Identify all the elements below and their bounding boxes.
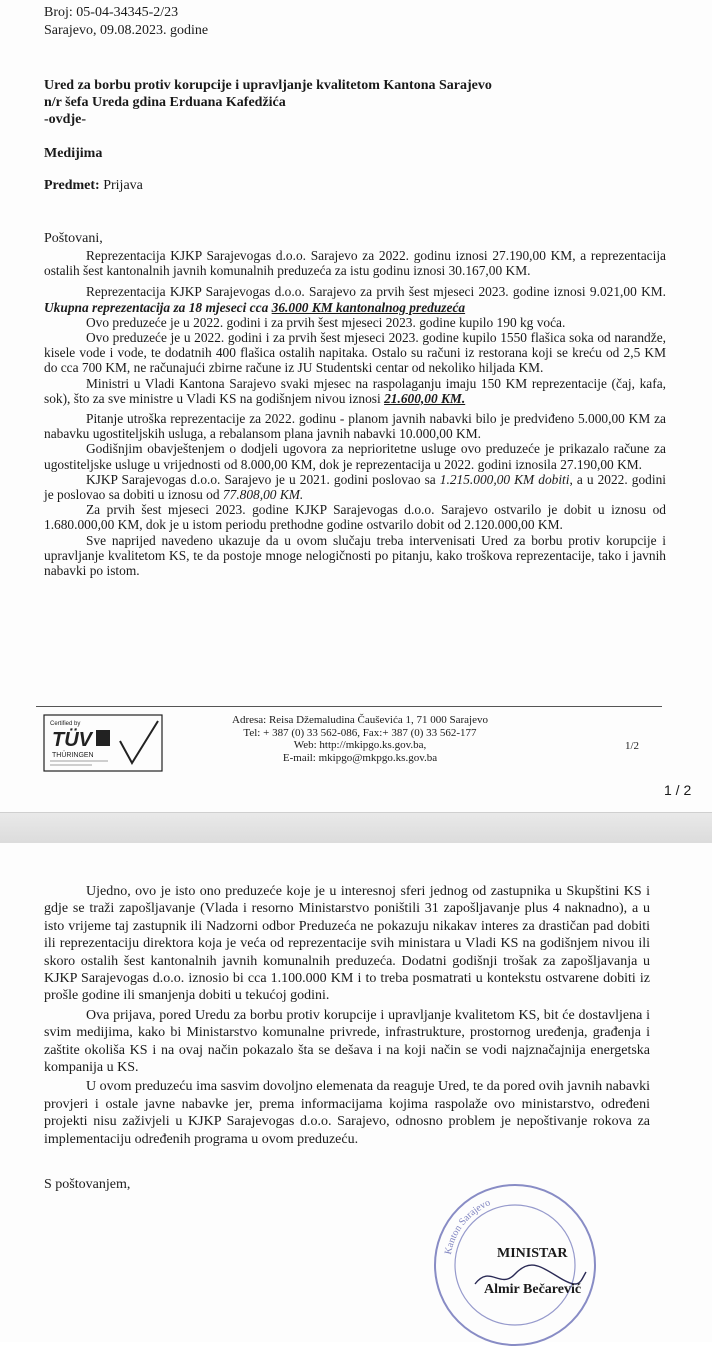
footer-phone: Tel: + 387 (0) 33 562-086, Fax:+ 387 (0) 33 562-177 <box>243 726 477 739</box>
paragraph-3: Ovo preduzeće je u 2022. godini i za prvih šest mjeseci 2023. godine kupilo 190 kg voća. <box>86 314 566 330</box>
footer-page-number: 1/2 <box>625 740 640 752</box>
page-2-body <box>44 883 650 1148</box>
svg-text:Kanton Sarajevo <box>443 1197 492 1255</box>
paragraph-8-amount-b: 77.808,00 KM. <box>222 487 304 503</box>
footer-address-block <box>200 714 520 764</box>
page-separator <box>0 812 712 844</box>
subject-line <box>44 178 143 194</box>
paragraph-2-underlined: 36.000 KM kantonalnog preduzeća <box>271 299 466 315</box>
tuv-region-text: THÜRINGEN <box>52 752 94 759</box>
paragraph-8 <box>44 472 666 502</box>
paragraph-6: Pitanje utroška reprezentacije za 2022. godinu - planom javnih nabavki bilo je predviđeno 5.000,00 KM za nabavku ugostiteljskih usluga, a rebalansom plana javnih nabavki 10.000,00 KM. <box>44 411 666 442</box>
paragraph-1: Reprezentacija KJKP Sarajevogas d.o.o. Sarajevo za 2022. godinu iznosi 27.190,00 KM, a reprezentacija ostalih šest kantonalnih javnih komunalnih preduzeća za istu godinu iznosi 30.167,00 KM. <box>44 248 666 279</box>
paragraph-13: U ovom preduzeću ima sasvim dovoljno elemenata da reaguje Ured, te da pored ovih javnih nabavki provjeri i ostale javne nabavke jer, prema informacijama kojima raspolaže ovo ministarstvo, određeni projekti nisu zaživjeli u KJKP Sarajevogas d.o.o. Sarajevo, odnosno problem je nepoštivanje rokova za implementaciju određenih programa u ovom preduzeću. <box>44 1079 650 1147</box>
page-1-body <box>44 248 666 578</box>
paragraph-9: Za prvih šest mjeseci 2023. godine KJKP Sarajevogas d.o.o. Sarajevo ostvarilo je dobit u iznosu od 1.680.000,00 KM, dok je u istom periodu prethodne godine ostvarilo dobit od 2.120.000,00 KM. <box>44 502 666 533</box>
footer-divider <box>36 706 662 707</box>
salutation: Poštovani, <box>44 231 103 246</box>
place-date: Sarajevo, 09.08.2023. godine <box>44 23 209 38</box>
subject-value: Prijava <box>103 178 143 193</box>
subject-label: Predmet: <box>44 178 100 193</box>
paragraph-5 <box>44 376 666 406</box>
paragraph-2-emphasis: Ukupna reprezentacija za 18 mjeseci cca <box>44 299 269 315</box>
signatory-name: Almir Bečarević <box>484 1282 582 1297</box>
paragraph-4: Ovo preduzeće je u 2022. godini i za prvih šest mjeseci 2023. godine kupilo 1550 flašica soka od narandže, kisele vode i vode, te dodatnih 400 flašica ostalih napitaka. Ostalo su računi iz restorana koji se kreću od 2,5 KM do cca 700 KM, ne računajući zbirne račune iz JU Studentski centar od nekoliko hiljada KM. <box>44 330 666 376</box>
stamp-text: Kanton Sarajevo <box>442 1197 493 1256</box>
document-page-2 <box>0 843 712 1342</box>
recipient-line-2: n/r šefa Ureda gdina Erduana Kafedžića <box>44 95 286 110</box>
recipient-line-3: -ovdje- <box>44 112 86 127</box>
footer-address: Adresa: Reisa Džemaludina Čauševića 1, 71 000 Sarajevo <box>232 714 488 726</box>
media-line: Medijima <box>44 146 103 161</box>
paragraph-2 <box>44 284 666 314</box>
tuv-logo-icon <box>42 713 164 773</box>
paragraph-12: Ova prijava, pored Uredu za borbu protiv korupcije i upravljanje kvalitetom KS, bit će dostavljena i svim medijima, kako bi Ministarstvo komunalne privrede, infrastrukture, prostornog uređenja, građenja i zaštite okoliša KS i na ovaj način pokazalo šta se dešava i na koji način se vodi najznačajnija energetska kompanija u KS. <box>44 1007 650 1076</box>
reference-number: Broj: 05-04-34345-2/23 <box>44 5 179 20</box>
closing: S poštovanjem, <box>44 1177 131 1192</box>
paragraph-5-text: Ministri u Vladi Kantona Sarajevo svaki mjesec na raspolaganju imaju 150 KM reprezentacije (čaj, kafa, sok), što za sve ministre u Vladi KS na godišnjem nivou iznosi <box>44 375 666 406</box>
paragraph-8-text-b: , a u 2022. godini je poslovao sa dobiti u iznosu od <box>44 471 666 503</box>
paragraph-10: Sve naprijed navedeno ukazuje da u ovom slučaju treba intervenisati Ured za borbu protiv korupcije i upravljanje kvalitetom KS, te da postoje mnoge nelogičnosti po pitanju, kako troškova reprezentacije, tako i javnih nabavki po istom. <box>44 532 666 579</box>
paragraph-8-amount-a: 1.215.000,00 KM dobiti <box>439 471 570 487</box>
footer-email: E-mail: mkipgo@mkpgo.ks.gov.ba <box>282 751 438 764</box>
paragraph-11: Ujedno, ovo je isto ono preduzeće koje je u interesnoj sferi jednog od zastupnika u Skupštini KS i gdje se traži zapošljavanje (Vlada i resorno Ministarstvo poništili 31 zapošljavanje plus 4 naknadno), a u isto vrijeme taj zastupnik ili Nadzorni odbor Preduzeća ne pokazuju nikakav interes za drastičan pad dobiti ili reprezentaciju direktora koja je veća od reprezentacije svih ministara u Vladi KS na godišnjem nivou ili skoro ostalih šest kantonalnih javnih komunalnih preduzeća. Dodatni godišnji trošak za zapošljavanja u KJKP Sarajevogas d.o.o. iznosio bi cca 1.100.000 KM i to treba posmatrati u kontekstu ostvarene dobiti iz prošle godine ili smanjenja dobiti u tekućoj godini. <box>44 884 650 1004</box>
tuv-certification-logo <box>42 713 164 773</box>
paragraph-5-amount: 21.600,00 KM. <box>384 390 466 406</box>
footer-web: Web: http://mkipgo.ks.gov.ba, <box>293 739 427 751</box>
tuv-brand-text: TÜV <box>52 729 92 751</box>
signature-title: MINISTAR <box>497 1246 568 1261</box>
paragraph-8-text-a: KJKP Sarajevogas d.o.o. Sarajevo je u 2021. godini poslovao sa <box>86 471 436 487</box>
recipient-line-1: Ured za borbu protiv korupcije i upravljanje kvalitetom Kantona Sarajevo <box>44 78 492 93</box>
viewer-page-indicator: 1 / 2 <box>664 782 692 798</box>
paragraph-2-text: Reprezentacija KJKP Sarajevogas d.o.o. Sarajevo za prvih šest mjeseci 2023. godine iznosi 9.021,00 KM. <box>86 284 666 300</box>
tuv-certified-text: Certified by <box>50 721 81 727</box>
paragraph-7: Godišnjim obavještenjem o dodjeli ugovora za neprioritetne usluge ovo preduzeće je prikazalo račune za ugostiteljske usluge u vrijednosti od 8.000,00 KM, dok je reprezentacija u 2022. godini iznosila 27.190,00 KM. <box>44 441 666 472</box>
